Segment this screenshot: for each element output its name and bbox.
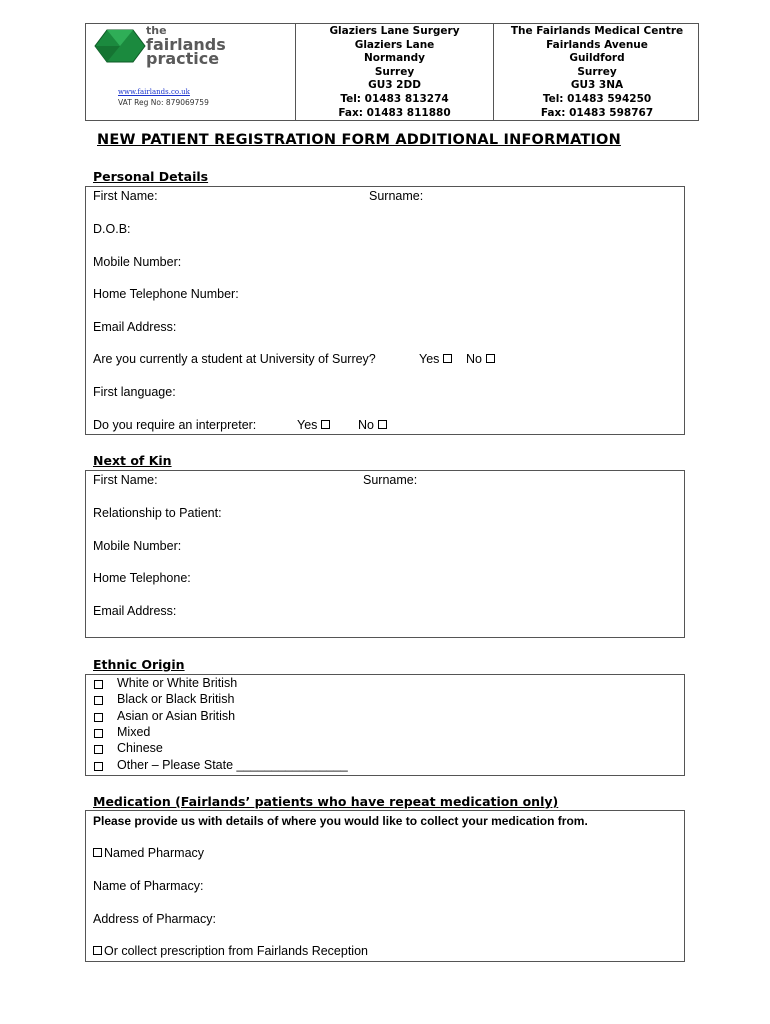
address-line: Surrey — [374, 65, 415, 78]
fairlands-address — [494, 24, 700, 120]
relationship-field[interactable]: Relationship to Patient: — [93, 506, 222, 520]
ethnic-option: Mixed — [117, 725, 151, 739]
kin-first-name-field[interactable]: First Name: — [93, 473, 158, 487]
student-yes-option[interactable] — [419, 352, 452, 366]
mobile-field[interactable]: Mobile Number: — [93, 255, 182, 269]
checkbox-icon[interactable] — [378, 420, 387, 429]
email-field[interactable]: Email Address: — [93, 320, 177, 334]
dob-field[interactable]: D.O.B: — [93, 222, 131, 236]
home-telephone-field[interactable]: Home Telephone Number: — [93, 287, 239, 301]
address-line: Fairlands Avenue — [546, 38, 648, 51]
fax-line: Fax: 01483 598767 — [540, 106, 654, 119]
website-link[interactable]: www.fairlands.co.uk — [118, 88, 190, 96]
checkbox-icon[interactable] — [486, 354, 495, 363]
checkbox-icon[interactable] — [94, 729, 103, 738]
page-title: NEW PATIENT REGISTRATION FORM ADDITIONAL INFORMATION — [97, 132, 621, 148]
address-line: Normandy — [363, 52, 426, 65]
hexagon-logo-icon — [94, 28, 146, 64]
glaziers-address — [296, 24, 494, 120]
kin-home-telephone-field[interactable]: Home Telephone: — [93, 571, 191, 585]
next-of-kin-heading: Next of Kin — [93, 453, 172, 468]
surname-field[interactable]: Surname: — [369, 189, 424, 203]
checkbox-icon[interactable] — [93, 946, 102, 955]
kin-email-field[interactable]: Email Address: — [93, 604, 177, 618]
logo-small-text: the — [146, 24, 167, 37]
logo-line-1: fairlands — [146, 35, 226, 54]
ethnic-origin-box — [85, 674, 685, 776]
interpreter-no-option[interactable] — [358, 418, 387, 432]
checkbox-icon[interactable] — [93, 848, 102, 857]
interpreter-question: Do you require an interpreter: — [93, 418, 257, 432]
pharmacy-address-field[interactable]: Address of Pharmacy: — [93, 912, 216, 926]
ethnic-option: Asian or Asian British — [117, 709, 236, 723]
letterhead — [85, 23, 699, 121]
interpreter-yes-option[interactable] — [297, 418, 330, 432]
yes-label: Yes — [419, 352, 440, 366]
ethnic-option-other[interactable]: Other – Please State ________________ — [117, 758, 348, 772]
personal-details-box — [85, 186, 685, 435]
checkbox-icon[interactable] — [94, 696, 103, 705]
kin-surname-field[interactable]: Surname: — [363, 473, 418, 487]
ethnic-option: Chinese — [117, 741, 163, 755]
checkbox-icon[interactable] — [94, 713, 103, 722]
address-line: Glaziers Lane — [354, 38, 435, 51]
student-no-option[interactable] — [466, 352, 495, 366]
medication-instruction: Please provide us with details of where you would like to collect your medication from. — [93, 814, 588, 828]
reception-collection-label: Or collect prescription from Fairlands Reception — [104, 944, 368, 958]
no-label: No — [358, 418, 374, 432]
logo-wordmark — [146, 24, 226, 66]
address-line: The Fairlands Medical Centre — [510, 25, 684, 37]
address-line: GU3 2DD — [368, 79, 421, 92]
yes-label: Yes — [297, 418, 318, 432]
no-label: No — [466, 352, 482, 366]
named-pharmacy-option[interactable] — [93, 846, 204, 860]
first-language-field[interactable]: First language: — [93, 385, 176, 399]
address-line: GU3 3NA — [570, 79, 624, 92]
checkbox-icon[interactable] — [94, 762, 103, 771]
next-of-kin-box — [85, 470, 685, 638]
kin-mobile-field[interactable]: Mobile Number: — [93, 539, 182, 553]
first-name-field[interactable]: First Name: — [93, 189, 158, 203]
address-line: Glaziers Lane Surgery — [329, 25, 460, 37]
phone-line: Tel: 01483 813274 — [340, 92, 449, 105]
named-pharmacy-label: Named Pharmacy — [104, 846, 205, 860]
medication-box — [85, 810, 685, 962]
logo-cell — [86, 24, 296, 120]
reception-collection-option[interactable] — [93, 944, 368, 958]
student-question: Are you currently a student at University of Surrey? — [93, 352, 376, 366]
fax-line: Fax: 01483 811880 — [338, 106, 451, 119]
medication-heading: Medication (Fairlands’ patients who have repeat medication only) — [93, 794, 559, 809]
ethnic-option: Black or Black British — [117, 692, 235, 706]
vat-number: VAT Reg No: 879069759 — [118, 98, 209, 107]
phone-line: Tel: 01483 594250 — [542, 92, 652, 105]
checkbox-icon[interactable] — [94, 680, 103, 689]
personal-details-heading: Personal Details — [93, 169, 209, 184]
address-line: Guildford — [569, 52, 625, 65]
address-line: Surrey — [577, 65, 617, 78]
checkbox-icon[interactable] — [443, 354, 452, 363]
ethnic-option: White or White British — [117, 676, 238, 690]
logo-line-2: practice — [146, 49, 220, 68]
pharmacy-name-field[interactable]: Name of Pharmacy: — [93, 879, 204, 893]
ethnic-origin-heading: Ethnic Origin — [93, 657, 185, 672]
checkbox-icon[interactable] — [94, 745, 103, 754]
checkbox-icon[interactable] — [321, 420, 330, 429]
